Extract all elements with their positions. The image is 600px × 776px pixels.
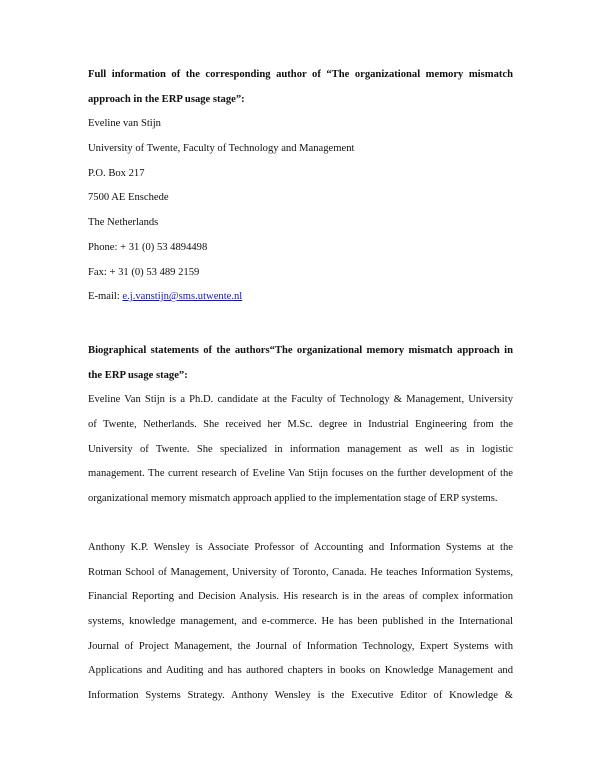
country: The Netherlands xyxy=(88,217,159,229)
bio1-line-5: organizational memory mismatch approach applied to the implementation stage of ERP systems. xyxy=(88,493,498,505)
bio2-paragraph xyxy=(88,536,513,709)
email-link[interactable]: e.j.vanstijn@sms.utwente.nl xyxy=(122,291,243,303)
bio1-line-1: Eveline Van Stijn is a Ph.D. candidate at the Faculty of Technology & Management, University xyxy=(88,394,513,406)
bio1-line-2: of Twente, Netherlands. She received her M.Sc. degree in Industrial Engineering from the xyxy=(88,419,513,431)
bio2-line-7: Information Systems Strategy. Anthony Wensley is the Executive Editor of Knowledge & xyxy=(88,690,513,702)
fax: Fax: + 31 (0) 53 489 2159 xyxy=(88,266,200,278)
contact-heading-line-2: approach in the ERP usage stage”: xyxy=(88,93,245,105)
po-box: P.O. Box 217 xyxy=(88,167,145,179)
contact-heading-line-1: Full information of the corresponding author of “The organizational memory mismatch xyxy=(88,69,513,80)
author-affiliation: University of Twente, Faculty of Technology and Management xyxy=(88,143,355,155)
bio-heading-line-2: the ERP usage stage”: xyxy=(88,369,188,381)
bio2-line-6: Applications and Auditing and has authored chapters in books on Knowledge Management and xyxy=(88,665,513,677)
bio1-line-3: University of Twente. She specialized in information management as well as in logistic xyxy=(88,443,513,455)
bio2-line-4: systems, knowledge management, and e-commerce. He has been published in the International xyxy=(88,616,513,628)
postal-city: 7500 AE Enschede xyxy=(88,192,169,204)
email-line xyxy=(88,285,513,310)
bio2-line-3: Financial Reporting and Decision Analysis. His research is in the areas of complex information xyxy=(88,591,513,603)
bio2-line-1: Anthony K.P. Wensley is Associate Professor of Accounting and Information Systems at the xyxy=(88,542,513,553)
bio1-line-4: management. The current research of Eveline Van Stijn focuses on the further development of the xyxy=(88,468,513,480)
phone: Phone: + 31 (0) 53 4894498 xyxy=(88,241,208,253)
contact-section xyxy=(88,63,513,310)
author-name: Eveline van Stijn xyxy=(88,118,161,130)
bio2-line-5: Journal of Project Management, the Journal of Information Technology, Expert Systems with xyxy=(88,640,513,652)
bio-section xyxy=(88,339,513,512)
email-label: E-mail: xyxy=(88,291,123,303)
bio2-line-2: Rotman School of Management, University of Toronto, Canada. He teaches Information Systems, xyxy=(88,566,513,578)
bio-heading-line-1: Biographical statements of the authors“The organizational memory mismatch approach in xyxy=(88,345,513,356)
